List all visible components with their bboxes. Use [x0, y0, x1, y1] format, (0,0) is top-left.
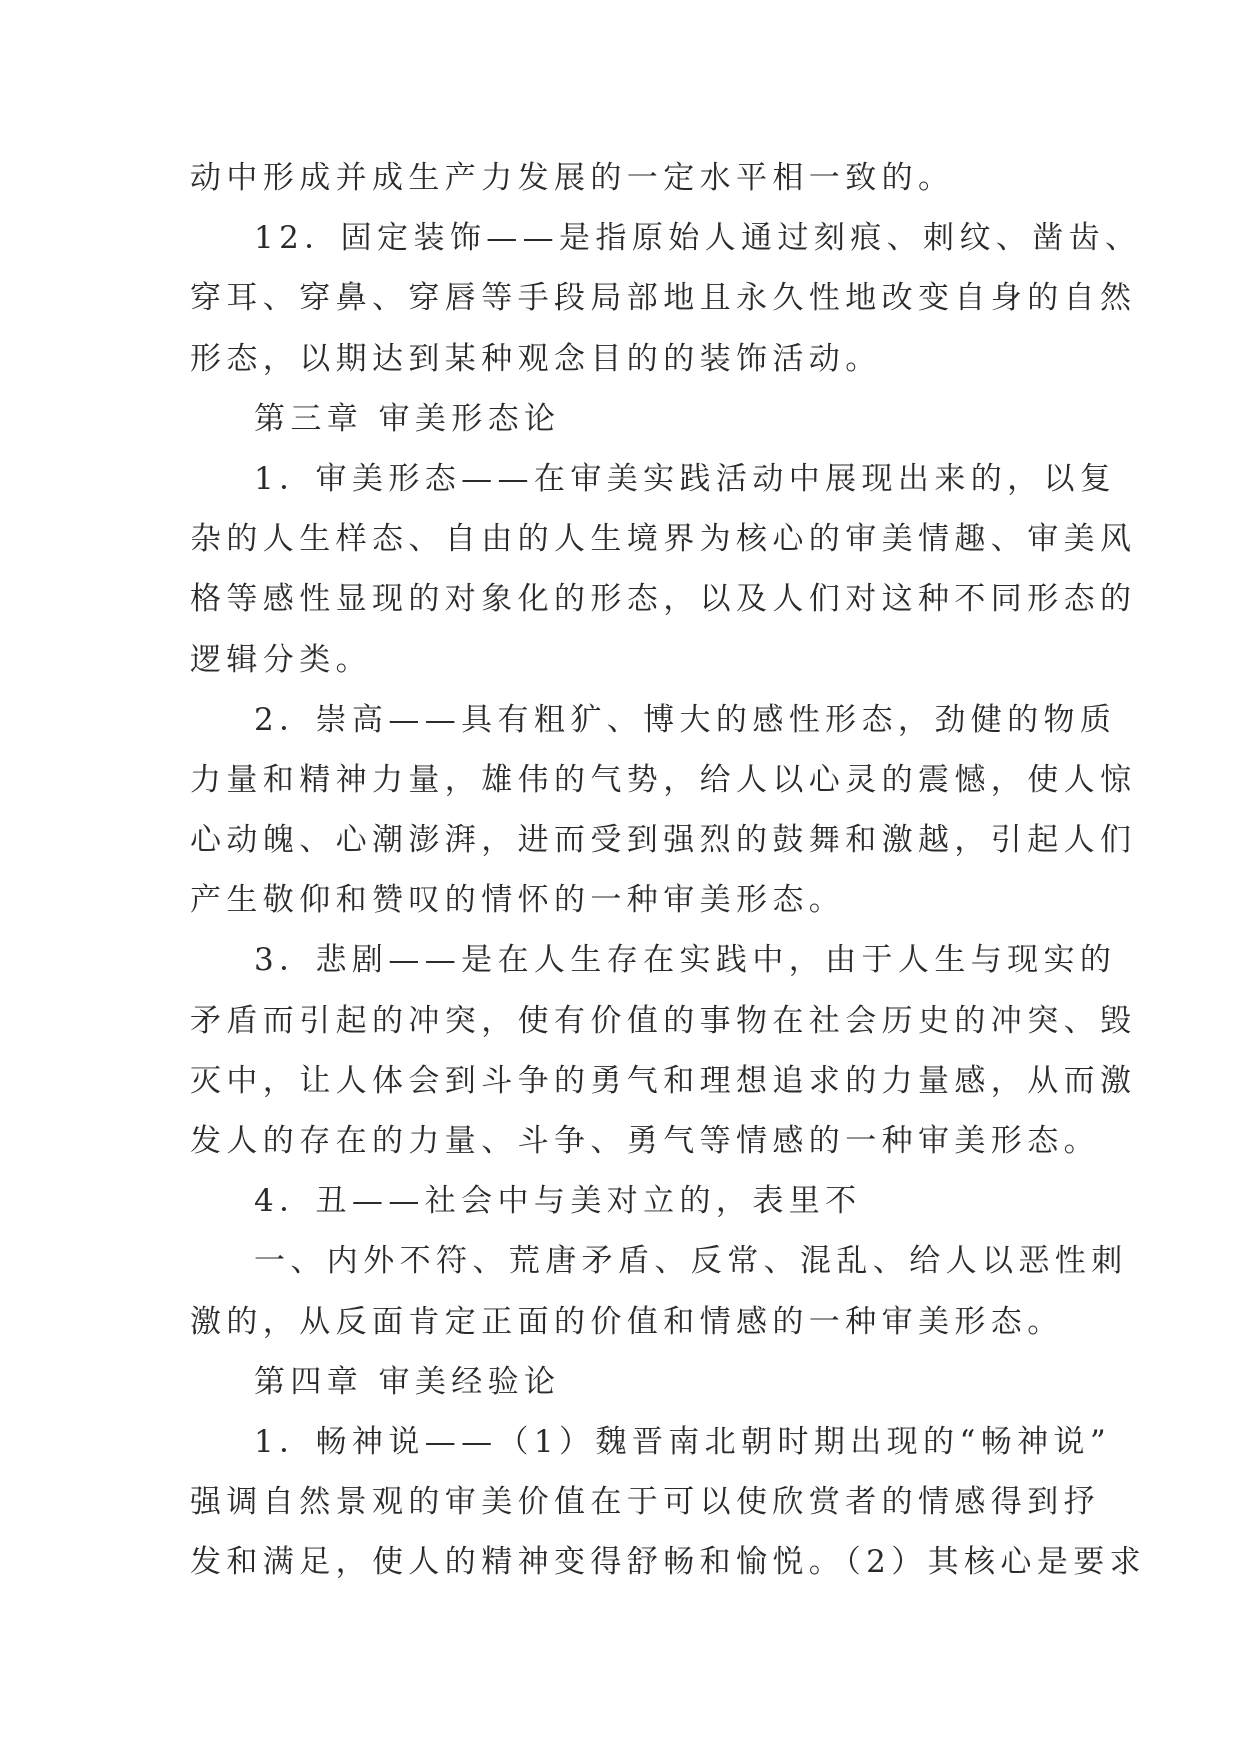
text-line: 发和满足，使人的精神变得舒畅和愉悦。（2）其核心是要求	[190, 1544, 1147, 1581]
text-line: 穿耳、穿鼻、穿唇等手段局部地且永久性地改变自身的自然	[190, 280, 1137, 317]
chapter-heading: 第四章 审美经验论	[254, 1363, 561, 1400]
text-line: 矛盾而引起的冲突，使有价值的事物在社会历史的冲突、毁	[190, 1002, 1137, 1039]
text-line: 强调自然景观的审美价值在于可以使欣赏者的情感得到抒	[190, 1484, 1100, 1521]
text-line: 杂的人生样态、自由的人生境界为核心的审美情趣、审美风	[190, 521, 1137, 558]
text-line: 动中形成并成生产力发展的一定水平相一致的。	[190, 160, 955, 196]
text-line: 1．审美形态——在审美实践活动中展现出来的，以复	[254, 460, 1117, 497]
text-line: 3．悲剧——是在人生存在实践中，由于人生与现实的	[254, 942, 1117, 979]
text-line: 1．畅神说——（1）魏晋南北朝时期出现的“畅神说”	[254, 1423, 1112, 1460]
text-line: 4．丑——社会中与美对立的，表里不	[254, 1183, 862, 1220]
text-line: 力量和精神力量，雄伟的气势，给人以心灵的震憾，使人惊	[190, 761, 1137, 798]
text-line: 2．崇高——具有粗犷、博大的感性形态，劲健的物质	[254, 701, 1117, 738]
text-line: 12．固定装饰——是指原始人通过刻痕、刺纹、凿齿、	[254, 220, 1142, 257]
text-line: 格等感性显现的对象化的形态，以及人们对这种不同形态的	[190, 581, 1137, 618]
chapter-heading: 第三章 审美形态论	[254, 400, 561, 437]
text-line: 逻辑分类。	[190, 641, 372, 678]
text-line: 形态，以期达到某种观念目的的装饰活动。	[190, 340, 882, 377]
text-line: 灭中，让人体会到斗争的勇气和理想追求的力量感，从而激	[190, 1062, 1137, 1099]
document-body	[190, 148, 1147, 1593]
text-line: 产生敬仰和赞叹的情怀的一种审美形态。	[190, 882, 846, 919]
text-line: 心动魄、心潮澎湃，进而受到强烈的鼓舞和激越，引起人们	[190, 822, 1137, 859]
text-line: 一、内外不符、荒唐矛盾、反常、混乱、给人以恶性刺	[254, 1243, 1128, 1280]
text-line: 发人的存在的力量、斗争、勇气等情感的一种审美形态。	[190, 1123, 1100, 1159]
text-line: 激的，从反面肯定正面的价值和情感的一种审美形态。	[190, 1303, 1064, 1340]
